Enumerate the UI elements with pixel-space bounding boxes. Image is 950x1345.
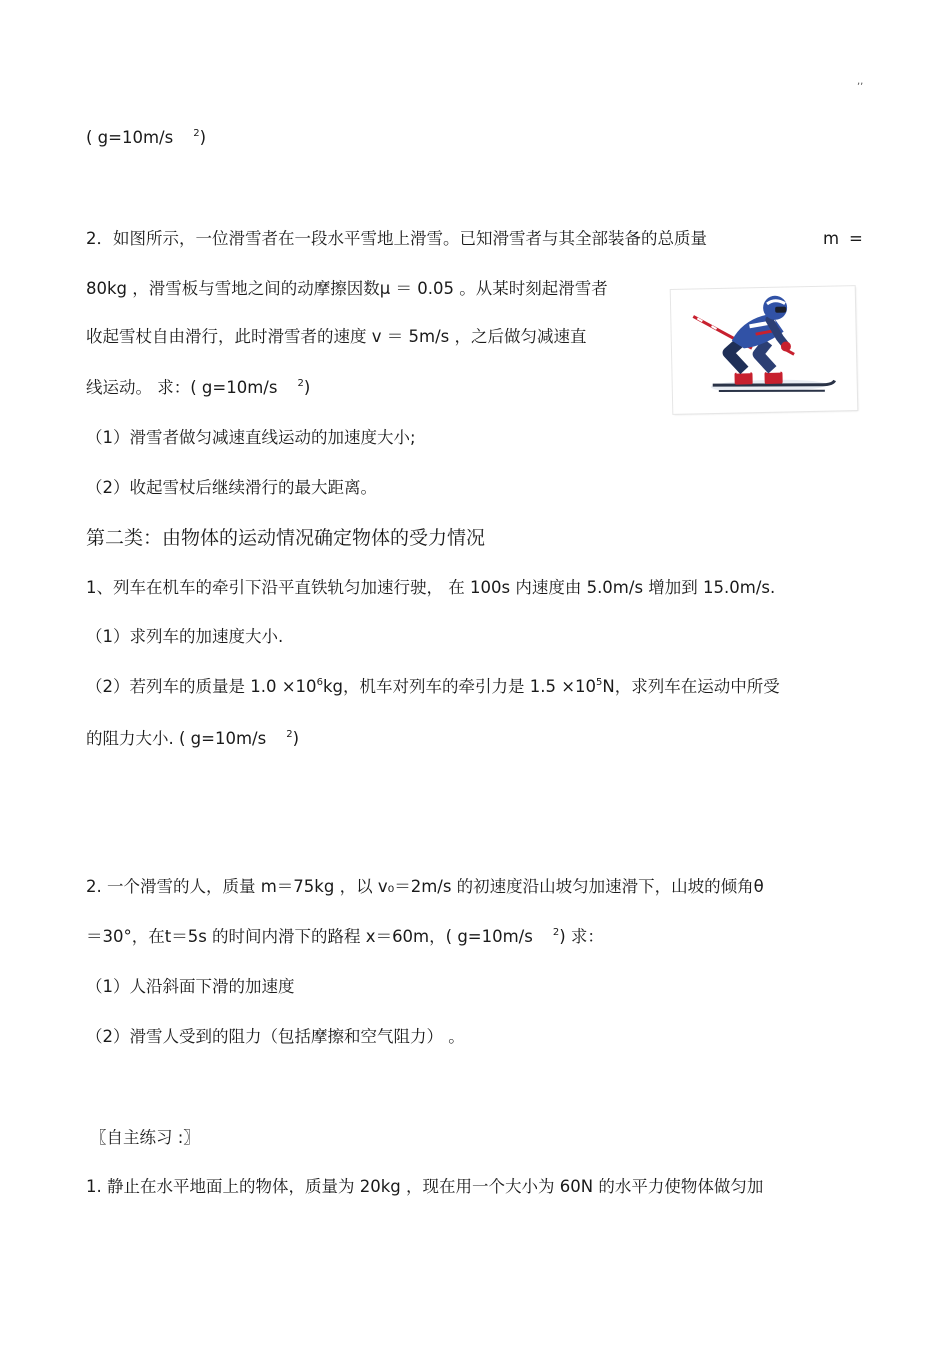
- p1-line-3-exponent: 2: [286, 729, 293, 740]
- gravity-close: ): [199, 128, 207, 147]
- q2-line-4-text: 线运动。 求：( g=10m/s: [86, 378, 278, 397]
- q2-line-1: [86, 228, 707, 250]
- practice-title: 〖自主练习 :〗: [90, 1128, 200, 1147]
- p2-line-1: 2. 一个滑雪的人，质量 m＝75kg ，以 v₀＝2m/s 的初速度沿山坡匀加速滑下，山坡的倾角θ: [86, 877, 764, 896]
- q2-sub-1: （1）滑雪者做匀减速直线运动的加速度大小;: [86, 428, 416, 447]
- p2-sub-2: （2）滑雪人受到的阻力（包括摩擦和空气阻力） 。: [86, 1027, 465, 1046]
- prev-problem-gravity-note: [86, 127, 206, 149]
- practice-q1: 1. 静止在水平地面上的物体，质量为 20kg ，现在用一个大小为 60N 的水平力使物体做匀加: [86, 1177, 764, 1196]
- q2-mass-equals: =: [849, 229, 863, 248]
- q2-sub-2: （2）收起雪杖后继续滑行的最大距离。: [86, 478, 377, 497]
- section-2-title: 第二类：由物体的运动情况确定物体的受力情况: [86, 527, 486, 549]
- p1-line-1: 1、列车在机车的牵引下沿平直铁轨匀加速行驶， 在 100s 内速度由 5.0m/s 增加到 15.0m/s.: [86, 578, 776, 597]
- p1-sub-2-b: kg，机车对列车的牵引力是 1.5 ×10: [322, 677, 597, 696]
- p1-line-3: [86, 728, 299, 750]
- p1-sub-2: [86, 676, 780, 698]
- q2-line-4-close: ): [303, 378, 311, 397]
- q2-line-4: [86, 377, 310, 399]
- p1-sub-2-c: N，求列车在运动中所受: [602, 677, 780, 696]
- q2-line-3: 收起雪杖自由滑行，此时滑雪者的速度 v ＝ 5m/s ，之后做匀减速直: [86, 327, 587, 346]
- q2-line-2: 80kg ，滑雪板与雪地之间的动摩擦因数μ ＝ 0.05 。从某时刻起滑雪者: [86, 279, 608, 298]
- p1-line-3-close: ): [292, 729, 300, 748]
- skier-illustration: [671, 286, 858, 414]
- corner-mark: ,,: [857, 76, 864, 87]
- p1-mass-exponent: 6: [316, 677, 323, 688]
- p2-line-2: [86, 926, 604, 948]
- skier-svg: [671, 286, 858, 414]
- q2-line-1-text: 2．如图所示，一位滑雪者在一段水平雪地上滑雪。已知滑雪者与其全部装备的总质量: [86, 229, 707, 248]
- q2-line-4-exponent: 2: [297, 378, 304, 389]
- p2-sub-1: （1）人沿斜面下滑的加速度: [86, 977, 295, 996]
- q2-mass-symbol: m: [823, 229, 840, 248]
- p2-line-2-text: ＝30°，在t＝5s 的时间内滑下的路程 x＝60m，( g=10m/s: [86, 927, 533, 946]
- p1-line-3-text: 的阻力大小. ( g=10m/s: [86, 729, 267, 748]
- gravity-text: ( g=10m/s: [86, 128, 174, 147]
- gravity-exponent: 2: [193, 128, 200, 139]
- p1-sub-2-a: （2）若列车的质量是 1.0 ×10: [86, 677, 317, 696]
- p1-force-exponent: 5: [596, 677, 603, 688]
- p2-line-2-exponent: 2: [552, 927, 560, 938]
- p2-line-2-close: ) 求：: [559, 927, 604, 946]
- p1-sub-1: （1）求列车的加速度大小.: [86, 627, 284, 646]
